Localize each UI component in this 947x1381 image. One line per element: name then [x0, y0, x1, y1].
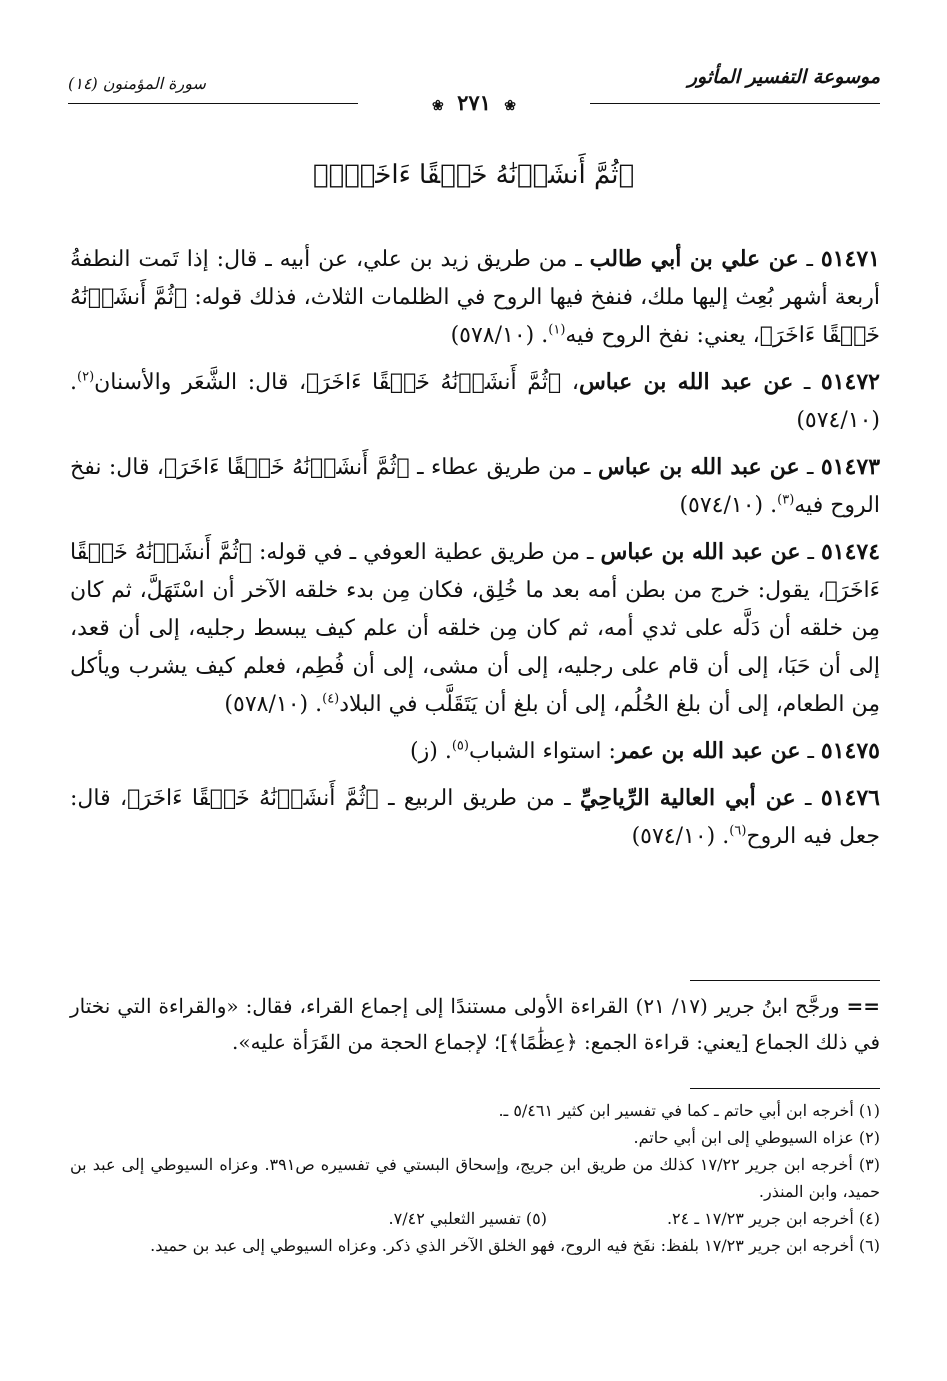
footnote-marker: (٦) [729, 823, 747, 839]
entry-source: عن عبد الله بن عباس [597, 454, 800, 480]
entry-number: ٥١٤٧٢ [820, 369, 880, 395]
footnote-row [70, 1205, 880, 1232]
footnote-marker: (٥) [451, 738, 469, 754]
surah-label: سورة المؤمنون (١٤) [68, 74, 206, 93]
entry-number: ٥١٤٧١ [820, 246, 880, 272]
footnote: (٢) عزاه السيوطي إلى ابن أبي حاتم. [633, 1128, 880, 1147]
entry-number: ٥١٤٧٥ [820, 738, 880, 764]
verse-heading: ﴿ثُمَّ أَنشَأۡنَٰهُ خَلۡقًا ءَاخَرَۚ﴾ [312, 160, 635, 190]
footnote-marker: (٤) [322, 691, 340, 707]
footnote: (٣) أخرجه ابن جرير ١٧/٢٢ كذلك من طريق ابن جريج، وإسحاق البستي في تفسيره ص٣٩١. وعزاه السيوطي إلى عبد بن حميد، وابن المنذر. [70, 1155, 881, 1201]
entry-number: ٥١٤٧٣ [820, 454, 881, 480]
footnotes [70, 1097, 880, 1259]
entry: ٥١٤٧٦ ـ عن أبي العالية الرِّياحِيِّ ـ من طريق الربيع ـ ﴿ثُمَّ أَنشَأۡنَٰهُ خَلۡقًا ءَاخَرَ﴾، قال: جعل فيه الروح$^{(٦)}$. (٥٧٤/١٠) [70, 785, 880, 849]
entry-text: ، ﴿ثُمَّ أَنشَأۡنَٰهُ خَلۡقًا ءَاخَرَ﴾، قال: الشَّعَر والأسنان [94, 370, 579, 395]
continuation-note [70, 988, 880, 1060]
footnote: (١) أخرجه ابن أبي حاتم ـ كما في تفسير ابن كثير ٥/٤٦١ ـ. [498, 1101, 880, 1120]
continuation-marker: == [846, 994, 881, 1018]
footnote-separator [690, 1088, 880, 1089]
entry-reference: (٥٧٤/١٠) [631, 824, 716, 849]
entry-reference: (٥٧٨/١٠) [450, 323, 535, 348]
entry-text: ـ من طريق الربيع ـ ﴿ثُمَّ أَنشَأۡنَٰهُ خَلۡقًا ءَاخَرَ﴾، قال: جعل فيه الروح [70, 786, 880, 849]
page-number: ٢٧١ [457, 90, 491, 115]
footnote: (٥) تفسير الثعلبي ٧/٤٢. [388, 1209, 547, 1228]
entry: ٥١٤٧٢ ـ عن عبد الله بن عباس، ﴿ثُمَّ أَنشَأۡنَٰهُ خَلۡقًا ءَاخَرَ﴾، قال: الشَّعَر والأسنان$^{(٢)}$. (٥٧٤/١٠) [70, 369, 880, 433]
entry: ٥١٤٧٣ ـ عن عبد الله بن عباس ـ من طريق عطاء ـ ﴿ثُمَّ أَنشَأۡنَٰهُ خَلۡقًا ءَاخَرَ﴾، قال: نفخ الروح فيه$^{(٣)}$. (٥٧٤/١٠) [70, 454, 881, 518]
page-header [68, 62, 880, 116]
entry-number: ٥١٤٧٤ [820, 539, 881, 565]
entry-source: عن أبي العالية الرِّياحِيِّ [580, 785, 796, 811]
footnote-marker: (٢) [77, 369, 95, 385]
footnote-marker: (٣) [777, 492, 795, 508]
continuation-text: ورجَّح ابنُ جرير (١٧/ ٢١) القراءة الأولى مستندًا إلى إجماع القراء، فقال: «والقراءة التي نختار في ذلك الجماع [يعني: قراءة الجمع: ﴿عِظَٰمًا﴾]؛ لإجماع الحجة من القَرَأة عليه». [70, 994, 880, 1054]
ornament-icon: ❀ [432, 98, 444, 114]
book-title: موسوعة التفسير المأثور [687, 66, 880, 88]
entry-reference: (٥٧٤/١٠) [796, 408, 880, 433]
entry-text: ـ من طريق عطية العوفي ـ في قوله: ﴿ثُمَّ أَنشَأۡنَٰهُ خَلۡقًا ءَاخَرَ﴾، يقول: خرج من بطن أمه بعد ما خُلِق، فكان مِن بدء خلقه الآخر أن اسْتَهَلَّ، ثم كان مِن خلقه أن دَلَّه على ثدي أمه، ثم كان مِن خلقه أن علم كيف يبسط رجليه، إلى أن قعد، إلى أن حَبَا، إلى أن قام على رجليه، إلى أن مشى، إلى أن فُطِم، فعلم كيف يشرب ويأكل مِن الطعام، إلى أن بلغ الحُلُم، إلى أن بلغ أن يَتَقَلَّب في البلاد [70, 540, 881, 717]
entry-source: عن عبد الله بن عباس [600, 539, 801, 565]
note-separator [690, 980, 880, 981]
entry-reference: (ز) [410, 739, 438, 764]
entry: ٥١٤٧٥ ـ عن عبد الله بن عمر: استواء الشباب$^{(٥)}$. (ز) [410, 738, 880, 764]
footnote: (٦) أخرجه ابن جرير ١٧/٢٣ بلفظ: نفَخ فيه الروح، فهو الخلق الآخر الذي ذكر. وعزاه السيوطي إلى عبد بن حميد. [150, 1236, 880, 1255]
entry-text: : استواء الشباب [468, 739, 616, 764]
entry-text: ـ من طريق زيد بن علي، عن أبيه ـ قال: إذا تَمت النطفةُ أربعة أشهر بُعِث إليها ملك، فنفخ فيها الروح في الظلمات الثلاث، فذلك قوله: ﴿ثُمَّ أَنشَأۡنَٰهُ خَلۡقًا ءَاخَرَ﴾، يعني: نفخ الروح فيه [70, 247, 880, 348]
entry-reference: (٥٧٤/١٠) [679, 493, 764, 518]
entry-source: عن عبد الله بن عباس [578, 369, 794, 395]
page-number-bar [68, 90, 880, 118]
entry-text: ـ من طريق عطاء ـ ﴿ثُمَّ أَنشَأۡنَٰهُ خَلۡقًا ءَاخَرَ﴾، قال: نفخ الروح فيه [70, 455, 880, 518]
page-number-group [68, 90, 880, 115]
entries-list [70, 240, 880, 864]
footnote: (٤) أخرجه ابن جرير ١٧/٢٣ ـ ٢٤. [666, 1209, 880, 1228]
entry-source: عن علي بن أبي طالب [589, 246, 799, 272]
entry: ٥١٤٧١ ـ عن علي بن أبي طالب ـ من طريق زيد بن علي، عن أبيه ـ قال: إذا تَمت النطفةُ أربعة أشهر بُعِث إليها ملك، فنفخ فيها الروح في الظلمات الثلاث، فذلك قوله: ﴿ثُمَّ أَنشَأۡنَٰهُ خَلۡقًا ءَاخَرَ﴾، يعني: نفخ الروح فيه$^{(١)}$. (٥٧٨/١٠) [70, 246, 880, 348]
footnote-marker: (١) [548, 322, 566, 338]
entry-source: عن عبد الله بن عمر [615, 738, 801, 764]
entry: ٥١٤٧٤ ـ عن عبد الله بن عباس ـ من طريق عطية العوفي ـ في قوله: ﴿ثُمَّ أَنشَأۡنَٰهُ خَلۡقًا ءَاخَرَ﴾، يقول: خرج من بطن أمه بعد ما خُلِق، فكان مِن بدء خلقه الآخر أن اسْتَهَلَّ، ثم كان مِن خلقه أن دَلَّه على ثدي أمه، ثم كان مِن خلقه أن علم كيف يبسط رجليه، إلى أن قعد، إلى أن حَبَا، إلى أن قام على رجليه، إلى أن مشى، إلى أن فُطِم، فعلم كيف يشرب ويأكل مِن الطعام، إلى أن بلغ الحُلُم، إلى أن بلغ أن يَتَقَلَّب في البلاد$^{(٤)}$. (٥٧٨/١٠) [70, 539, 881, 717]
ornament-icon: ❀ [504, 98, 516, 114]
entry-reference: (٥٧٨/١٠) [224, 692, 309, 717]
entry-number: ٥١٤٧٦ [820, 785, 880, 811]
